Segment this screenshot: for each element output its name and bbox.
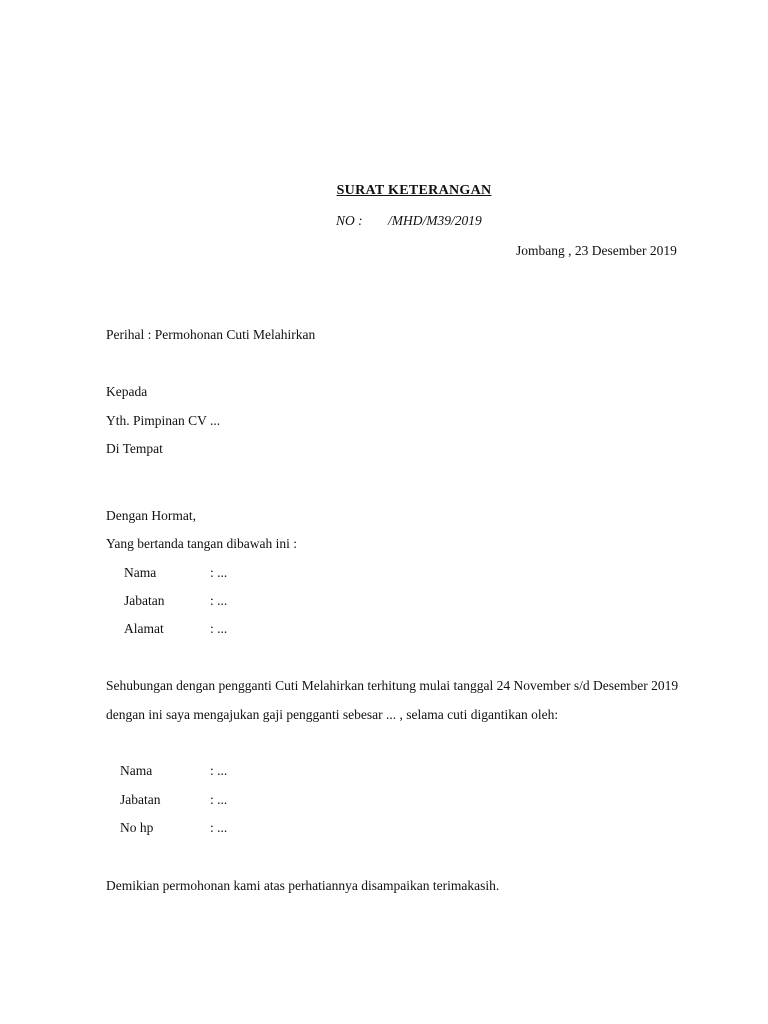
signer-field-value: : ...	[210, 621, 228, 636]
place-date: Jombang , 23 Desember 2019	[516, 243, 677, 258]
signer-field-address	[124, 621, 324, 637]
letter-title: SURAT KETERANGAN	[336, 183, 492, 198]
replacement-field-label: Jabatan	[120, 792, 161, 807]
signer-field-position	[124, 593, 324, 609]
replacement-field-label: Nama	[120, 763, 153, 778]
replacement-field-name	[120, 763, 320, 779]
signer-field-label: Nama	[124, 565, 157, 580]
replacement-field-label: No hp	[120, 820, 154, 835]
recipient-line-1: Kepada	[106, 384, 148, 399]
body-line-2: dengan ini saya mengajukan gaji pengganti sebesar ... , selama cuti digantikan oleh:	[106, 707, 559, 722]
letter-number	[336, 213, 482, 229]
replacement-field-phone	[120, 820, 320, 836]
replacement-field-position	[120, 792, 320, 808]
letter-number-value: /MHD/M39/2019	[388, 213, 482, 228]
replacement-field-value: : ...	[210, 820, 228, 835]
signer-field-value: : ...	[210, 593, 228, 608]
signer-field-name	[124, 565, 324, 581]
replacement-field-value: : ...	[210, 763, 228, 778]
intro-line: Yang bertanda tangan dibawah ini :	[106, 536, 297, 551]
greeting: Dengan Hormat,	[106, 508, 196, 523]
signer-field-value: : ...	[210, 565, 228, 580]
replacement-field-value: : ...	[210, 792, 228, 807]
recipient-line-3: Di Tempat	[106, 441, 163, 456]
subject-line: Perihal : Permohonan Cuti Melahirkan	[106, 327, 316, 342]
closing-line: Demikian permohonan kami atas perhatiannya disampaikan terimakasih.	[106, 878, 500, 893]
signer-field-label: Alamat	[124, 621, 164, 636]
signer-field-label: Jabatan	[124, 593, 165, 608]
recipient-line-2: Yth. Pimpinan CV ...	[106, 413, 221, 428]
body-line-1: Sehubungan dengan pengganti Cuti Melahirkan terhitung mulai tanggal 24 November s/d Desember 2019	[106, 678, 679, 693]
letter-number-label: NO :	[336, 213, 363, 228]
